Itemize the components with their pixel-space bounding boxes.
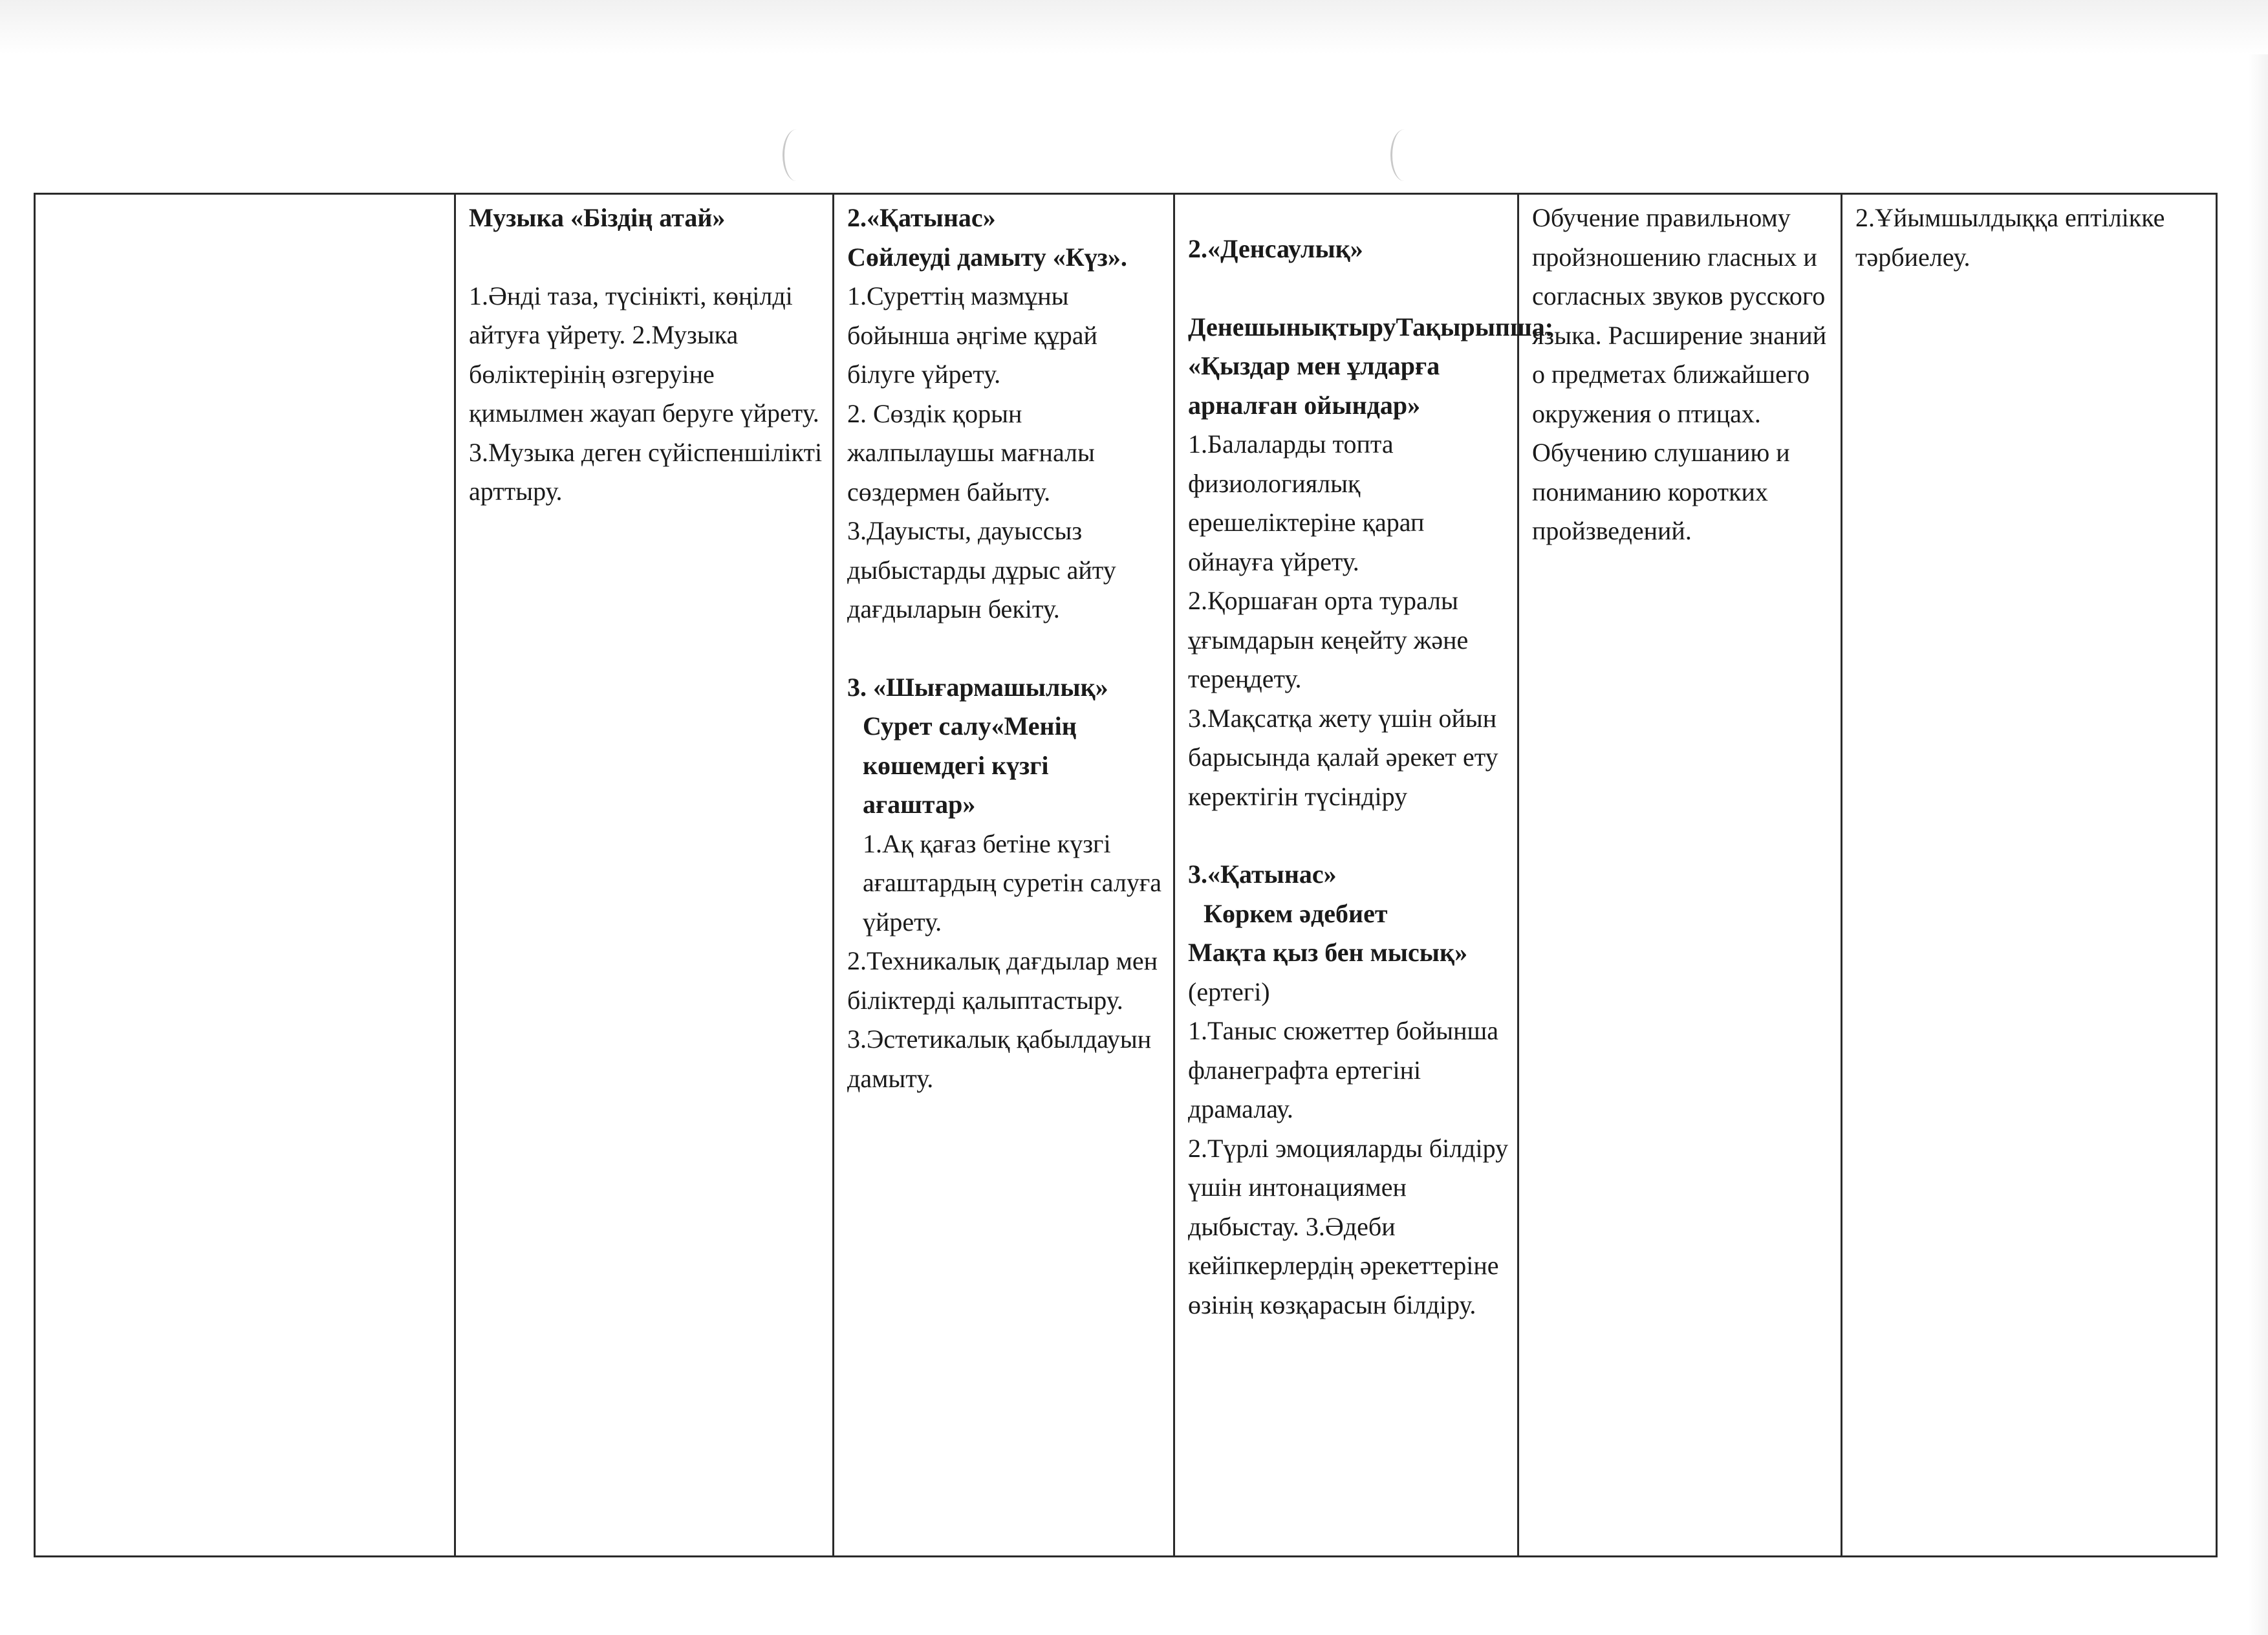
cell-russian [1518,194,1842,1557]
cell-speech-art [834,194,1174,1557]
literature-item: 2.Түрлі эмоцияларды білдіру үшін интонациямен дыбыстау. 3.Әдеби кейіпкерлердің әрекеттеріне өзінің көзқарасын білдіру. [1188,1133,1509,1319]
speech-item: 2. Сөздік қорын жалпылаушы мағналы сөздермен байыту. [847,398,1095,506]
speech-item: 1.Суреттің мазмұны бойынша әңгіме құрай білуге үйрету. [847,281,1097,389]
health-item: 2.Қоршаған орта туралы ұғымдарын кеңейту және тереңдету. [1188,586,1469,693]
upbringing-text: 2.Ұйымшылдыққа ептілікке тәрбиелеу. [1855,203,2165,272]
health-title: 2.«Денсаулық» [1188,234,1363,263]
cell-upbringing [1842,194,2217,1557]
art-item: 2.Техникалық дағдылар мен біліктерді қалыптастыру. [847,946,1158,1015]
plan-table [34,193,2218,1557]
spacer [1188,816,1509,855]
literature-story-suffix: (ертегі) [1188,977,1270,1006]
scan-edge-top [0,0,2268,54]
health-item: 3.Мақсатқа жету үшін ойын барысында қалай әрекет ету керектігін түсіндіру [1188,703,1498,811]
scan-mark-right [1390,129,1418,181]
scan-mark-left [783,129,810,181]
health-subtitle: ДенешынықтыруТақырыпша: «Қыздар мен ұлдарға арналған ойындар» [1188,312,1554,420]
literature-story-line [1188,933,1509,1012]
literature-subtitle: Көркем әдебиет [1204,898,1388,928]
health-item: 1.Балаларды топта физиологиялық ерешеліктеріне қарап ойнауға үйрету. [1188,429,1425,576]
literature-story: Мақта қыз бен мысық» [1188,938,1468,967]
spacer [1188,199,1509,230]
spacer [847,629,1165,668]
spacer [469,238,825,277]
cell-music [455,194,834,1557]
scan-edge-right [2249,54,2268,1635]
cell-empty [35,194,455,1557]
russian-text: Обучение правильному пройзношению гласных и согласных звуков русского языка. Расширение знаний о предметах ближайшего окружения о птицах. Обучению слушанию и пониманию коротких пройзведений. [1532,203,1827,545]
table-row [35,194,2217,1557]
literature-item: 1.Таныс сюжеттер бойынша фланеграфта ертегіні драмалау. [1188,1016,1499,1123]
music-heading: Музыка «Біздің атай» [469,203,726,232]
literature-title: 3.«Қатынас» [1188,860,1337,889]
art-item: 3.Эстетикалық қабылдауын дамыту. [847,1024,1152,1093]
speech-subtitle: Сөйлеуді дамыту «Күз». [847,242,1127,272]
art-item: 1.Ақ қағаз бетіне күзгі ағаштардың суретін салуға үйрету. [863,828,1161,937]
speech-title: 2.«Қатынас» [847,203,996,232]
speech-item: 3.Дауысты, дауыссыз дыбыстарды дұрыс айту дағдыларын бекіту. [847,516,1116,623]
spacer [1188,269,1509,308]
art-subtitle: Сурет салу«Менің көшемдегі күзгі ағаштар» [863,711,1077,819]
art-title: 3. «Шығармашылық» [847,672,1108,702]
cell-health-literature [1174,194,1554,1557]
music-text: 1.Әнді таза, түсінікті, көңілді айтуға үйрету. 2.Музыка бөліктерінің өзгеруіне қимылмен жауап беруге үйрету. 3.Музыка деген сүйіспеншілікті арттыру. [469,281,823,506]
